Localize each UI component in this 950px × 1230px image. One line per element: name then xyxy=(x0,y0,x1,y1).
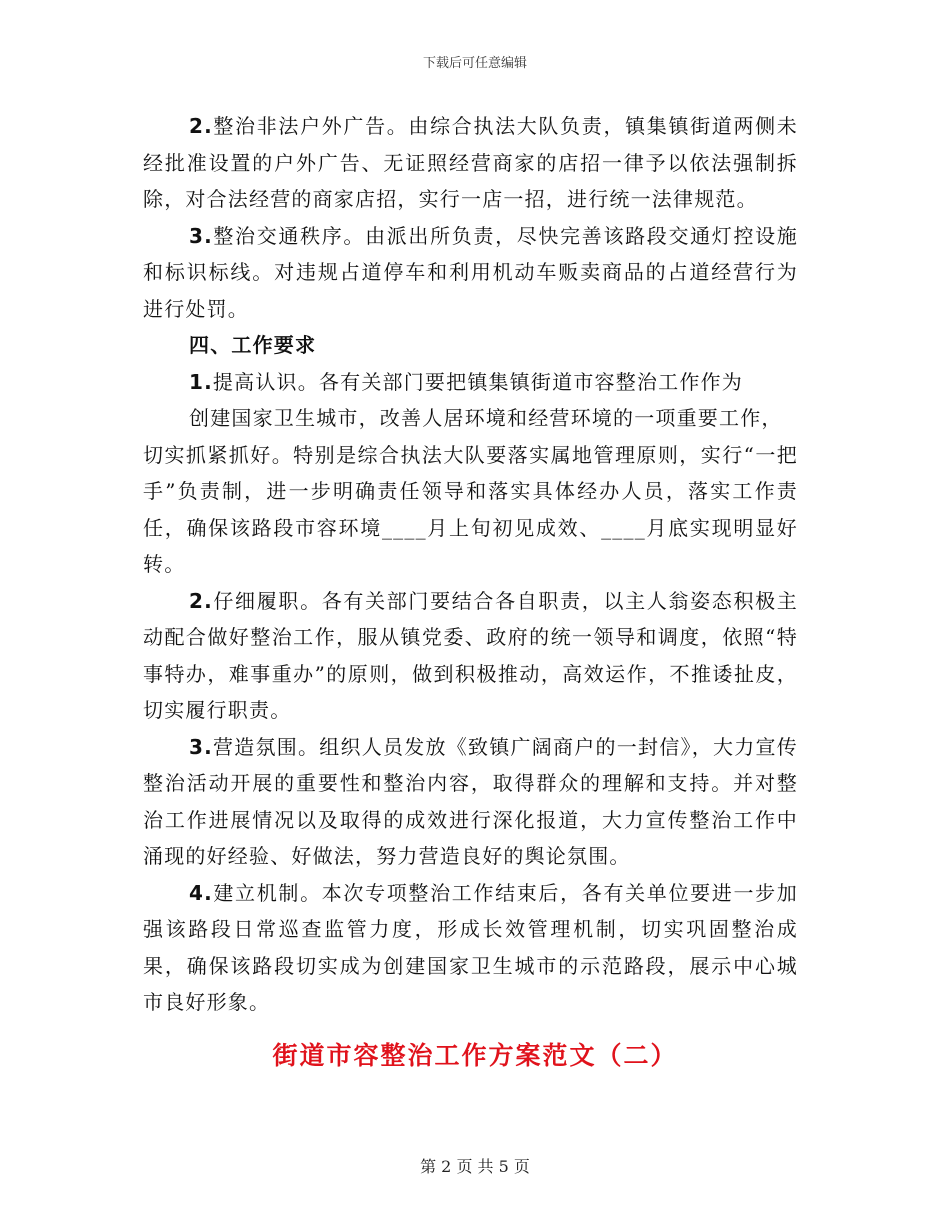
page-footer: 第 2 页 共 5 页 xyxy=(420,1157,530,1176)
document-body xyxy=(143,108,798,1021)
paragraph-text: 营造氛围。组织人员发放《致镇广阔商户的一封信》，大力宣传整治活动开展的重要性和整治内容，取得群众的理解和支持。并对整治工作进展情况以及取得的成效进行深化报道，大力宣传整治工作中涌现的好经验、好做法，努力营造良好的舆论氛围。 xyxy=(143,734,798,868)
paragraph-text: 提高认识。各有关部门要把镇集镇街道市容整治工作作为 xyxy=(212,369,743,394)
paragraph-text: 建立机制。本次专项整治工作结束后，各有关单位要进一步加强该路段日常巡查监管力度，形成长效管理机制，切实巩固整治成果，确保该路段切实成为创建国家卫生城市的示范路段，展示中心城市良好形象。 xyxy=(143,880,798,1014)
item-number: 2. xyxy=(189,114,213,138)
paragraph-text: 整治非法户外广告。由综合执法大队负责，镇集镇街道两侧未经批准设置的户外广告、无证照经营商家的店招一律予以依法强制拆除，对合法经营的商家店招，实行一店一招，进行统一法律规范。 xyxy=(143,114,798,211)
item-number: 3. xyxy=(189,223,213,248)
paragraph-outdoor-ads xyxy=(143,108,798,218)
paragraph-perform-duties xyxy=(143,583,798,729)
item-number: 3. xyxy=(189,734,213,759)
section-heading-work-requirements: 四、工作要求 xyxy=(189,333,317,357)
item-number: 4. xyxy=(189,880,213,905)
paragraph-traffic-order xyxy=(143,218,798,328)
section-title: 街道市容整治工作方案范文（二） xyxy=(272,1041,678,1070)
paragraph-create-atmosphere xyxy=(143,729,798,875)
paragraph-raise-awareness-line2: 创建国家卫生城市，改善人居环境和经营环境的一项重要工作， xyxy=(189,406,783,430)
item-number: 1. xyxy=(189,369,213,394)
paragraph-raise-awareness-rest: 切实抓紧抓好。特别是综合执法大队要落实属地管理原则，实行“一把手”负责制，进一步明确责任领导和落实具体经办人员，落实工作责任，确保该路段市容环境____月上旬初见成效、____月底实现明显好转。 xyxy=(143,442,798,576)
paragraph-raise-awareness-line1 xyxy=(143,364,798,401)
paragraph-text: 整治交通秩序。由派出所负责，尽快完善该路段交通灯控设施和标识标线。对违规占道停车和利用机动车贩卖商品的占道经营行为进行处罚。 xyxy=(143,223,798,321)
paragraph-establish-mechanism xyxy=(143,875,798,1021)
paragraph-text: 仔细履职。各有关部门要结合各自职责，以主人翁姿态积极主动配合做好整治工作，服从镇党委、政府的统一领导和调度，依照“特事特办，难事重办”的原则，做到积极推动，高效运作，不推诿扯皮，切实履行职责。 xyxy=(143,588,798,722)
page-header: 下载后可任意编辑 xyxy=(422,56,527,71)
item-number: 2. xyxy=(189,588,213,613)
